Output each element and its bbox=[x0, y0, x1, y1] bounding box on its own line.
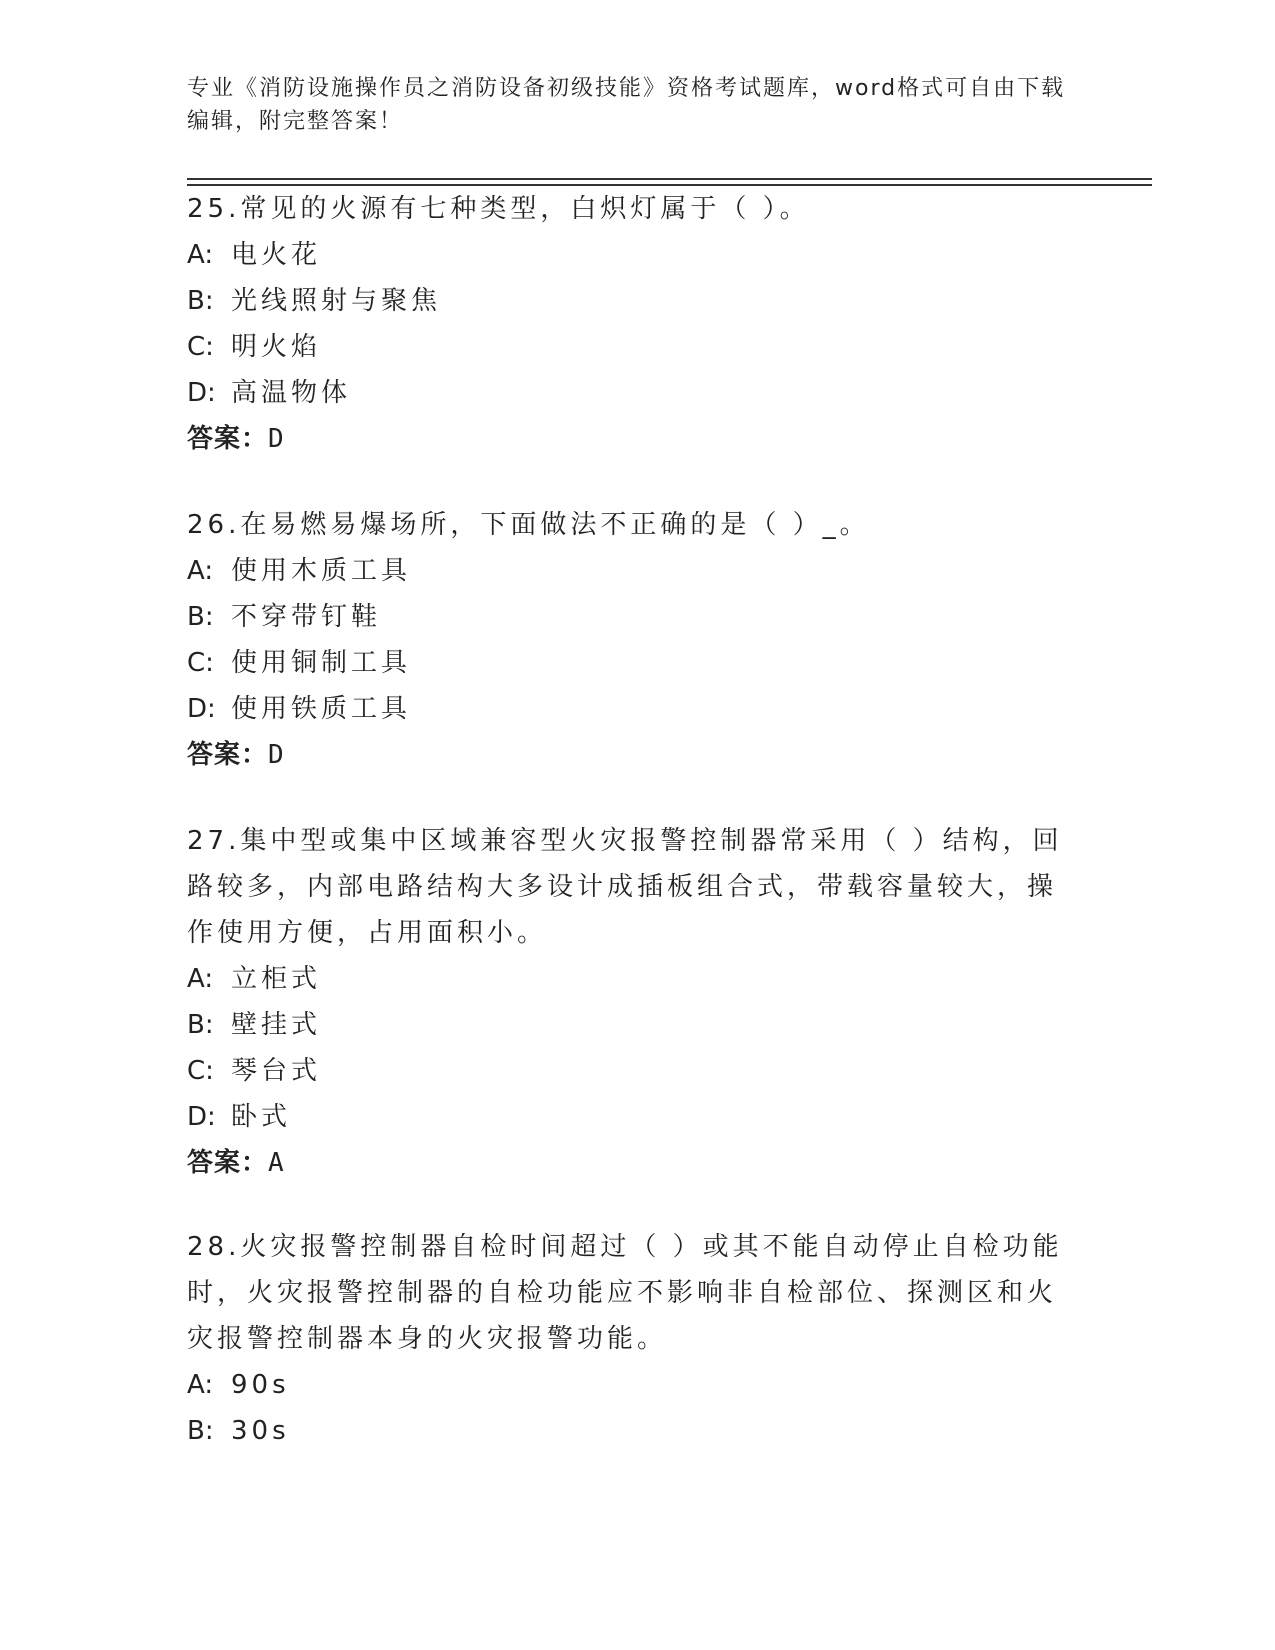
option-text: 光线照射与聚焦 bbox=[231, 286, 442, 316]
option-text: 立柜式 bbox=[231, 964, 322, 994]
option-text: 电火花 bbox=[231, 240, 322, 270]
option-key: D: bbox=[187, 1102, 216, 1132]
document-header: 专业《消防设施操作员之消防设备初级技能》资格考试题库，word格式可自由下载编辑，附完整答案！ bbox=[187, 76, 1066, 134]
option-key: B: bbox=[187, 1416, 214, 1446]
option-key: B: bbox=[187, 602, 214, 632]
option-b bbox=[187, 1408, 1077, 1454]
option-c bbox=[187, 324, 1077, 370]
answer-value: D bbox=[268, 740, 285, 770]
option-key: A: bbox=[187, 964, 214, 994]
answer-value: A bbox=[268, 1148, 285, 1178]
option-key: A: bbox=[187, 240, 214, 270]
answer-line bbox=[187, 732, 1077, 778]
option-key: B: bbox=[187, 286, 214, 316]
option-key: B: bbox=[187, 1010, 214, 1040]
option-d bbox=[187, 686, 1077, 732]
answer-label: 答案： bbox=[187, 740, 269, 770]
question-stem: 25.常见的火源有七种类型，白炽灯属于（ ）。 bbox=[187, 194, 810, 224]
option-c bbox=[187, 640, 1077, 686]
option-a bbox=[187, 956, 1077, 1002]
option-text: 90s bbox=[231, 1370, 290, 1400]
option-b bbox=[187, 594, 1077, 640]
question-stem: 28.火灾报警控制器自检时间超过（ ）或其不能自动停止自检功能时，火灾报警控制器的自检功能应不影响非自检部位、探测区和火灾报警控制器本身的火灾报警功能。 bbox=[187, 1232, 1063, 1354]
option-text: 不穿带钉鞋 bbox=[231, 602, 382, 632]
question-stem: 26.在易燃易爆场所，下面做法不正确的是（ ）_。 bbox=[187, 510, 870, 540]
option-text: 琴台式 bbox=[231, 1056, 322, 1086]
answer-label: 答案： bbox=[187, 424, 269, 454]
option-d bbox=[187, 1094, 1077, 1140]
option-a bbox=[187, 1362, 1077, 1408]
option-key: D: bbox=[187, 378, 216, 408]
option-d bbox=[187, 370, 1077, 416]
option-text: 使用木质工具 bbox=[231, 556, 412, 586]
question-28 bbox=[187, 1224, 1077, 1454]
answer-line bbox=[187, 416, 1077, 462]
option-text: 30s bbox=[231, 1416, 290, 1446]
option-b bbox=[187, 278, 1077, 324]
option-text: 壁挂式 bbox=[231, 1010, 322, 1040]
option-key: D: bbox=[187, 694, 216, 724]
option-key: A: bbox=[187, 1370, 214, 1400]
question-stem: 27.集中型或集中区域兼容型火灾报警控制器常采用（ ）结构，回路较多，内部电路结构大多设计成插板组合式，带载容量较大，操作使用方便，占用面积小。 bbox=[187, 826, 1063, 948]
option-text: 高温物体 bbox=[231, 378, 352, 408]
option-a bbox=[187, 548, 1077, 594]
option-key: A: bbox=[187, 556, 214, 586]
answer-value: D bbox=[268, 424, 285, 454]
option-text: 使用铁质工具 bbox=[231, 694, 412, 724]
option-a bbox=[187, 232, 1077, 278]
question-27 bbox=[187, 818, 1077, 1186]
option-text: 使用铜制工具 bbox=[231, 648, 412, 678]
answer-line bbox=[187, 1140, 1077, 1186]
option-text: 明火焰 bbox=[231, 332, 322, 362]
question-25 bbox=[187, 186, 1077, 462]
option-key: C: bbox=[187, 1056, 214, 1086]
option-b bbox=[187, 1002, 1077, 1048]
header-divider-top bbox=[187, 178, 1152, 180]
question-26 bbox=[187, 502, 1077, 778]
option-key: C: bbox=[187, 332, 214, 362]
option-key: C: bbox=[187, 648, 214, 678]
option-c bbox=[187, 1048, 1077, 1094]
option-text: 卧式 bbox=[231, 1102, 292, 1132]
answer-label: 答案： bbox=[187, 1148, 269, 1178]
